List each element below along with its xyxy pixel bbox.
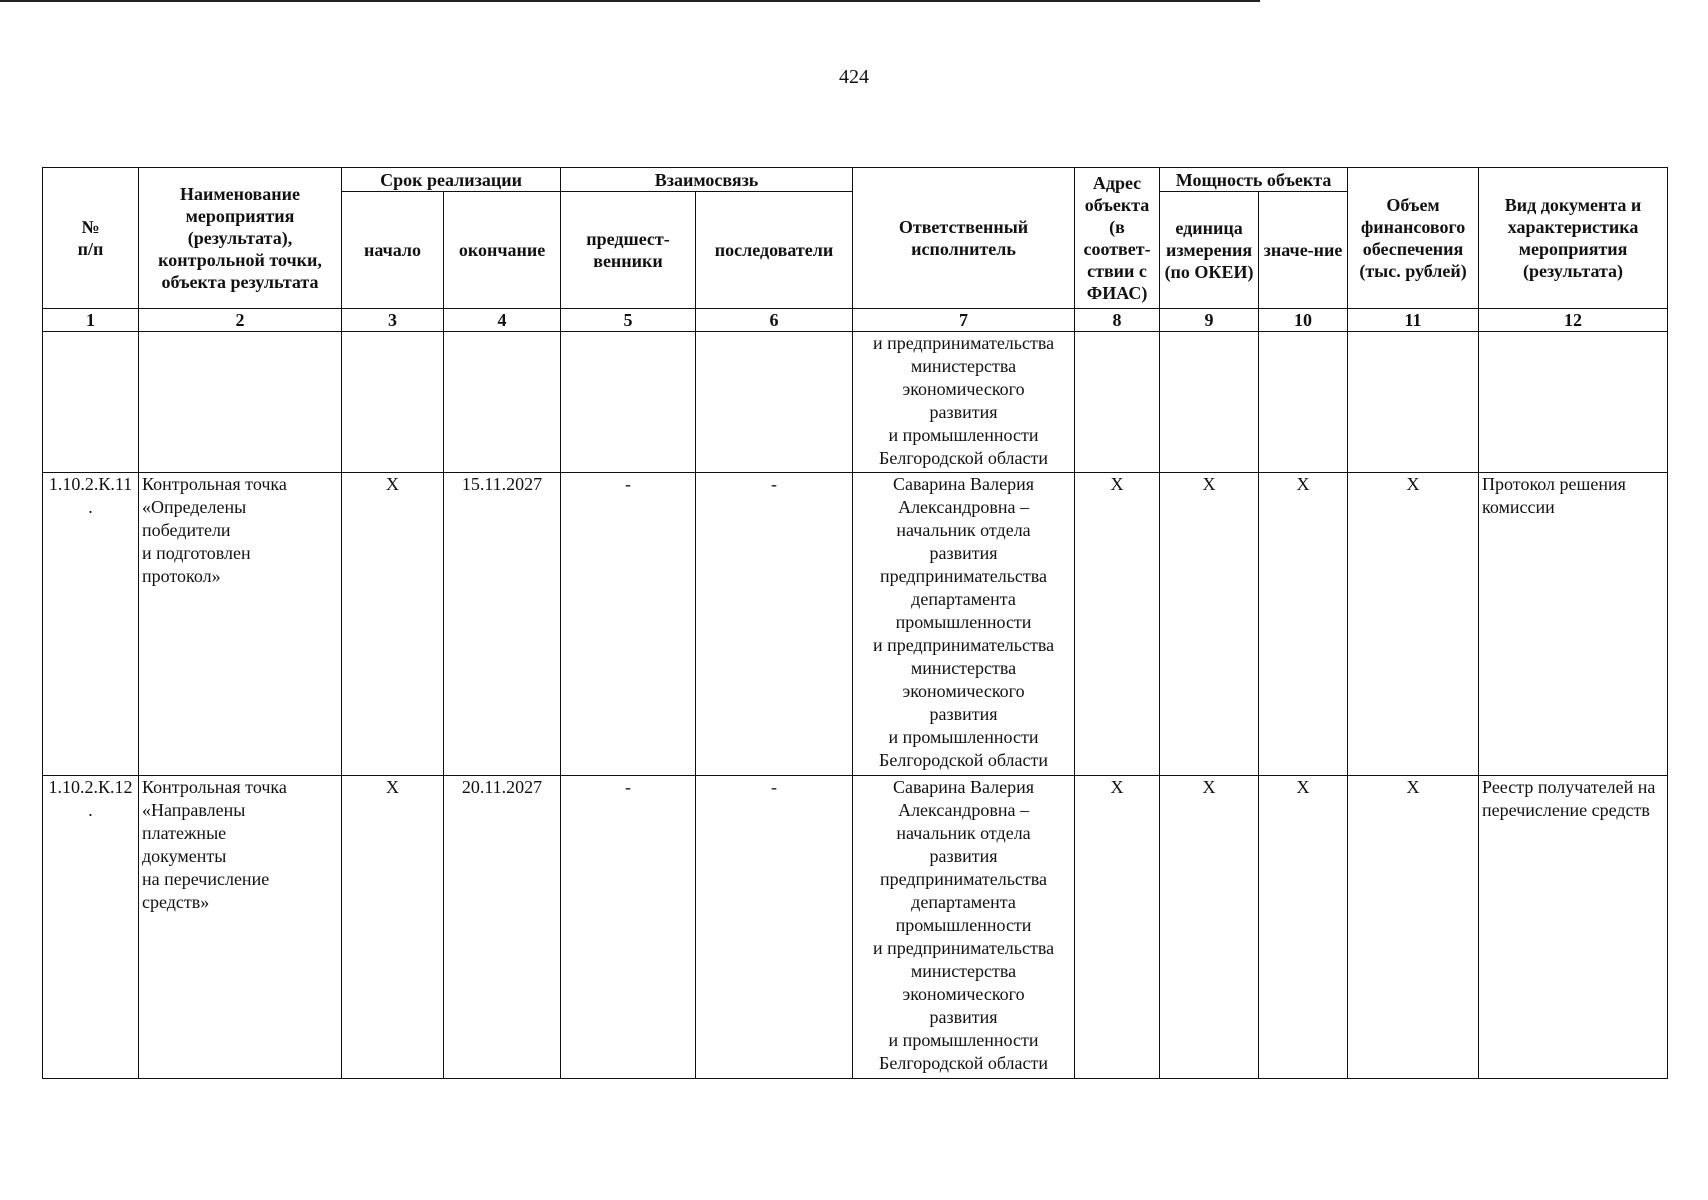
cell-empty	[1259, 332, 1348, 473]
cell-next: -	[696, 473, 853, 776]
cell-empty	[1160, 332, 1259, 473]
column-number: 10	[1259, 309, 1348, 332]
column-number: 5	[561, 309, 696, 332]
column-number: 4	[444, 309, 561, 332]
column-number: 2	[139, 309, 342, 332]
cell-empty	[444, 332, 561, 473]
header-prev: предшест-венники	[561, 192, 696, 309]
column-number: 12	[1479, 309, 1668, 332]
column-number: 11	[1348, 309, 1479, 332]
column-number: 9	[1160, 309, 1259, 332]
header-next: последователи	[696, 192, 853, 309]
header-name: Наименование мероприятия (результата), контрольной точки, объекта результата	[139, 168, 342, 309]
cell-responsible: Саварина Валерия Александровна – начальник отдела развития предпринимательства департамента промышленности и предпринимательства министерства экономического развития и промышленности Белгородской области	[853, 776, 1075, 1079]
column-number: 8	[1075, 309, 1160, 332]
table-body	[43, 332, 1668, 1079]
cell-address: X	[1075, 776, 1160, 1079]
cell-start: X	[342, 473, 444, 776]
cell-empty	[342, 332, 444, 473]
cell-empty	[139, 332, 342, 473]
cell-num: 1.10.2.К.12 .	[43, 776, 139, 1079]
cell-end: 20.11.2027	[444, 776, 561, 1079]
cell-responsible: и предпринимательства министерства экономического развития и промышленности Белгородской области	[853, 332, 1075, 473]
cell-doc: Реестр получателей на перечисление средств	[1479, 776, 1668, 1079]
header-group-link: Взаимосвязь	[561, 168, 853, 192]
cell-doc: Протокол решения комиссии	[1479, 473, 1668, 776]
column-number: 1	[43, 309, 139, 332]
column-number-row	[43, 309, 1668, 332]
column-number: 7	[853, 309, 1075, 332]
header-finance: Объем финансового обеспечения (тыс. рублей)	[1348, 168, 1479, 309]
page-number: 424	[839, 66, 869, 88]
cell-name: Контрольная точка «Определены победители и подготовлен протокол»	[139, 473, 342, 776]
cell-finance: X	[1348, 776, 1479, 1079]
header-doc: Вид документа и характеристика мероприятия (результата)	[1479, 168, 1668, 309]
cell-empty	[1348, 332, 1479, 473]
cell-empty	[1075, 332, 1160, 473]
table-row-continuation	[43, 332, 1668, 473]
cell-value: X	[1259, 473, 1348, 776]
header-address: Адрес объекта (в соответ-ствии с ФИАС)	[1075, 168, 1160, 309]
cell-num: 1.10.2.К.11 .	[43, 473, 139, 776]
cell-prev: -	[561, 776, 696, 1079]
cell-finance: X	[1348, 473, 1479, 776]
cell-prev: -	[561, 473, 696, 776]
column-number: 6	[696, 309, 853, 332]
table-row	[43, 776, 1668, 1079]
plan-table	[42, 167, 1668, 1079]
cell-unit: X	[1160, 776, 1259, 1079]
header-value: значе-ние	[1259, 192, 1348, 309]
table-row	[43, 473, 1668, 776]
cell-address: X	[1075, 473, 1160, 776]
cell-unit: X	[1160, 473, 1259, 776]
cell-end: 15.11.2027	[444, 473, 561, 776]
cell-name: Контрольная точка «Направлены платежные документы на перечисление средств»	[139, 776, 342, 1079]
header-unit: единица измерения (по ОКЕИ)	[1160, 192, 1259, 309]
cell-responsible: Саварина Валерия Александровна – начальник отдела развития предпринимательства департамента промышленности и предпринимательства министерства экономического развития и промышленности Белгородской области	[853, 473, 1075, 776]
cell-empty	[1479, 332, 1668, 473]
cell-empty	[696, 332, 853, 473]
column-number: 3	[342, 309, 444, 332]
header-group-srok: Срок реализации	[342, 168, 561, 192]
cell-empty	[43, 332, 139, 473]
header-start: начало	[342, 192, 444, 309]
cell-empty	[561, 332, 696, 473]
header-group-power: Мощность объекта	[1160, 168, 1348, 192]
header-num: № п/п	[43, 168, 139, 309]
scan-edge-line	[0, 0, 1260, 2]
cell-next: -	[696, 776, 853, 1079]
header-responsible: Ответственный исполнитель	[853, 168, 1075, 309]
table-header	[43, 168, 1668, 332]
cell-start: X	[342, 776, 444, 1079]
header-end: окончание	[444, 192, 561, 309]
cell-value: X	[1259, 776, 1348, 1079]
